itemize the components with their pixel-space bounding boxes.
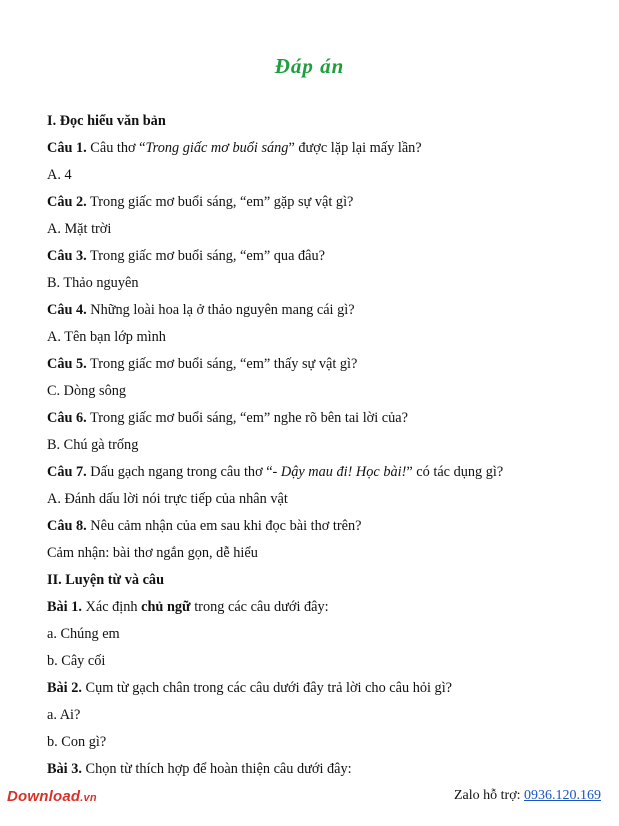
exercise-text: Xác định bbox=[81, 599, 142, 615]
question-label: Câu 4. bbox=[47, 302, 87, 318]
exercise-2 bbox=[47, 675, 592, 702]
logo-suffix: .vn bbox=[80, 792, 97, 804]
question-8 bbox=[47, 513, 592, 540]
exercise-text: trong các câu dưới đây: bbox=[190, 599, 329, 615]
question-text: ” được lặp lại mấy lần? bbox=[288, 140, 422, 156]
phone-link[interactable]: 0936.120.169 bbox=[524, 788, 601, 803]
question-label: Câu 7. bbox=[47, 464, 87, 480]
exercise-1-answer-b: b. Cây cối bbox=[47, 653, 106, 669]
answer-4: A. Tên bạn lớp mình bbox=[47, 329, 166, 345]
question-5 bbox=[47, 351, 592, 378]
answer-1: A. 4 bbox=[47, 167, 72, 183]
exercise-1 bbox=[47, 594, 592, 621]
question-text: Trong giấc mơ buổi sáng, “em” qua đâu? bbox=[86, 248, 325, 264]
exercise-keyword: chủ ngữ bbox=[141, 599, 191, 615]
question-text: Những loài hoa lạ ở thảo nguyên mang cái gì? bbox=[86, 302, 355, 318]
question-text: Nêu cảm nhận của em sau khi đọc bài thơ trên? bbox=[86, 518, 362, 534]
footer-contact bbox=[454, 788, 601, 804]
answer-2: A. Mặt trời bbox=[47, 221, 112, 237]
exercise-1-answer-a: a. Chúng em bbox=[47, 626, 120, 642]
page-title: Đáp án bbox=[274, 54, 345, 78]
exercise-text: Chọn từ thích hợp để hoàn thiện câu dưới đây: bbox=[81, 761, 352, 777]
question-quote: Trong giấc mơ buổi sáng bbox=[145, 140, 289, 156]
question-label: Câu 2. bbox=[47, 194, 87, 210]
question-label: Câu 8. bbox=[47, 518, 87, 534]
question-label: Câu 5. bbox=[47, 356, 87, 372]
question-text: Dấu gạch ngang trong câu thơ “ bbox=[86, 464, 273, 480]
exercise-3 bbox=[47, 756, 592, 783]
answer-3: B. Thảo nguyên bbox=[47, 275, 139, 291]
download-logo[interactable] bbox=[7, 788, 97, 805]
exercise-label: Bài 3. bbox=[47, 761, 82, 777]
question-1 bbox=[47, 135, 592, 162]
question-text: ” có tác dụng gì? bbox=[406, 464, 504, 480]
question-label: Câu 1. bbox=[47, 140, 87, 156]
question-7 bbox=[47, 459, 592, 486]
question-2 bbox=[47, 189, 592, 216]
question-3 bbox=[47, 243, 592, 270]
exercise-2-answer-a: a. Ai? bbox=[47, 707, 81, 723]
exercise-2-answer-b: b. Con gì? bbox=[47, 734, 107, 750]
question-label: Câu 3. bbox=[47, 248, 87, 264]
question-text: Trong giấc mơ buổi sáng, “em” thấy sự vật gì? bbox=[86, 356, 358, 372]
question-text: Trong giấc mơ buổi sáng, “em” nghe rõ bên tai lời của? bbox=[86, 410, 408, 426]
question-text: Trong giấc mơ buổi sáng, “em” gặp sự vật gì? bbox=[86, 194, 354, 210]
question-quote: - Dậy mau đi! Học bài! bbox=[272, 464, 407, 480]
question-6 bbox=[47, 405, 592, 432]
logo-text: Download bbox=[7, 788, 81, 805]
exercise-label: Bài 2. bbox=[47, 680, 82, 696]
answer-7: A. Đánh dấu lời nói trực tiếp của nhân vật bbox=[47, 491, 288, 507]
contact-label: Zalo hỗ trợ: bbox=[454, 788, 524, 803]
answer-5: C. Dòng sông bbox=[47, 383, 127, 399]
section-heading-reading: I. Đọc hiểu văn bản bbox=[47, 113, 166, 129]
question-text: Câu thơ “ bbox=[86, 140, 146, 156]
answer-6: B. Chú gà trống bbox=[47, 437, 139, 453]
answer-8: Cảm nhận: bài thơ ngắn gọn, dễ hiểu bbox=[47, 545, 258, 561]
document-body bbox=[47, 108, 592, 783]
question-label: Câu 6. bbox=[47, 410, 87, 426]
section-heading-vocabulary: II. Luyện từ và câu bbox=[47, 572, 165, 588]
exercise-text: Cụm từ gạch chân trong các câu dưới đây trả lời cho câu hỏi gì? bbox=[81, 680, 453, 696]
question-4 bbox=[47, 297, 592, 324]
exercise-label: Bài 1. bbox=[47, 599, 82, 615]
